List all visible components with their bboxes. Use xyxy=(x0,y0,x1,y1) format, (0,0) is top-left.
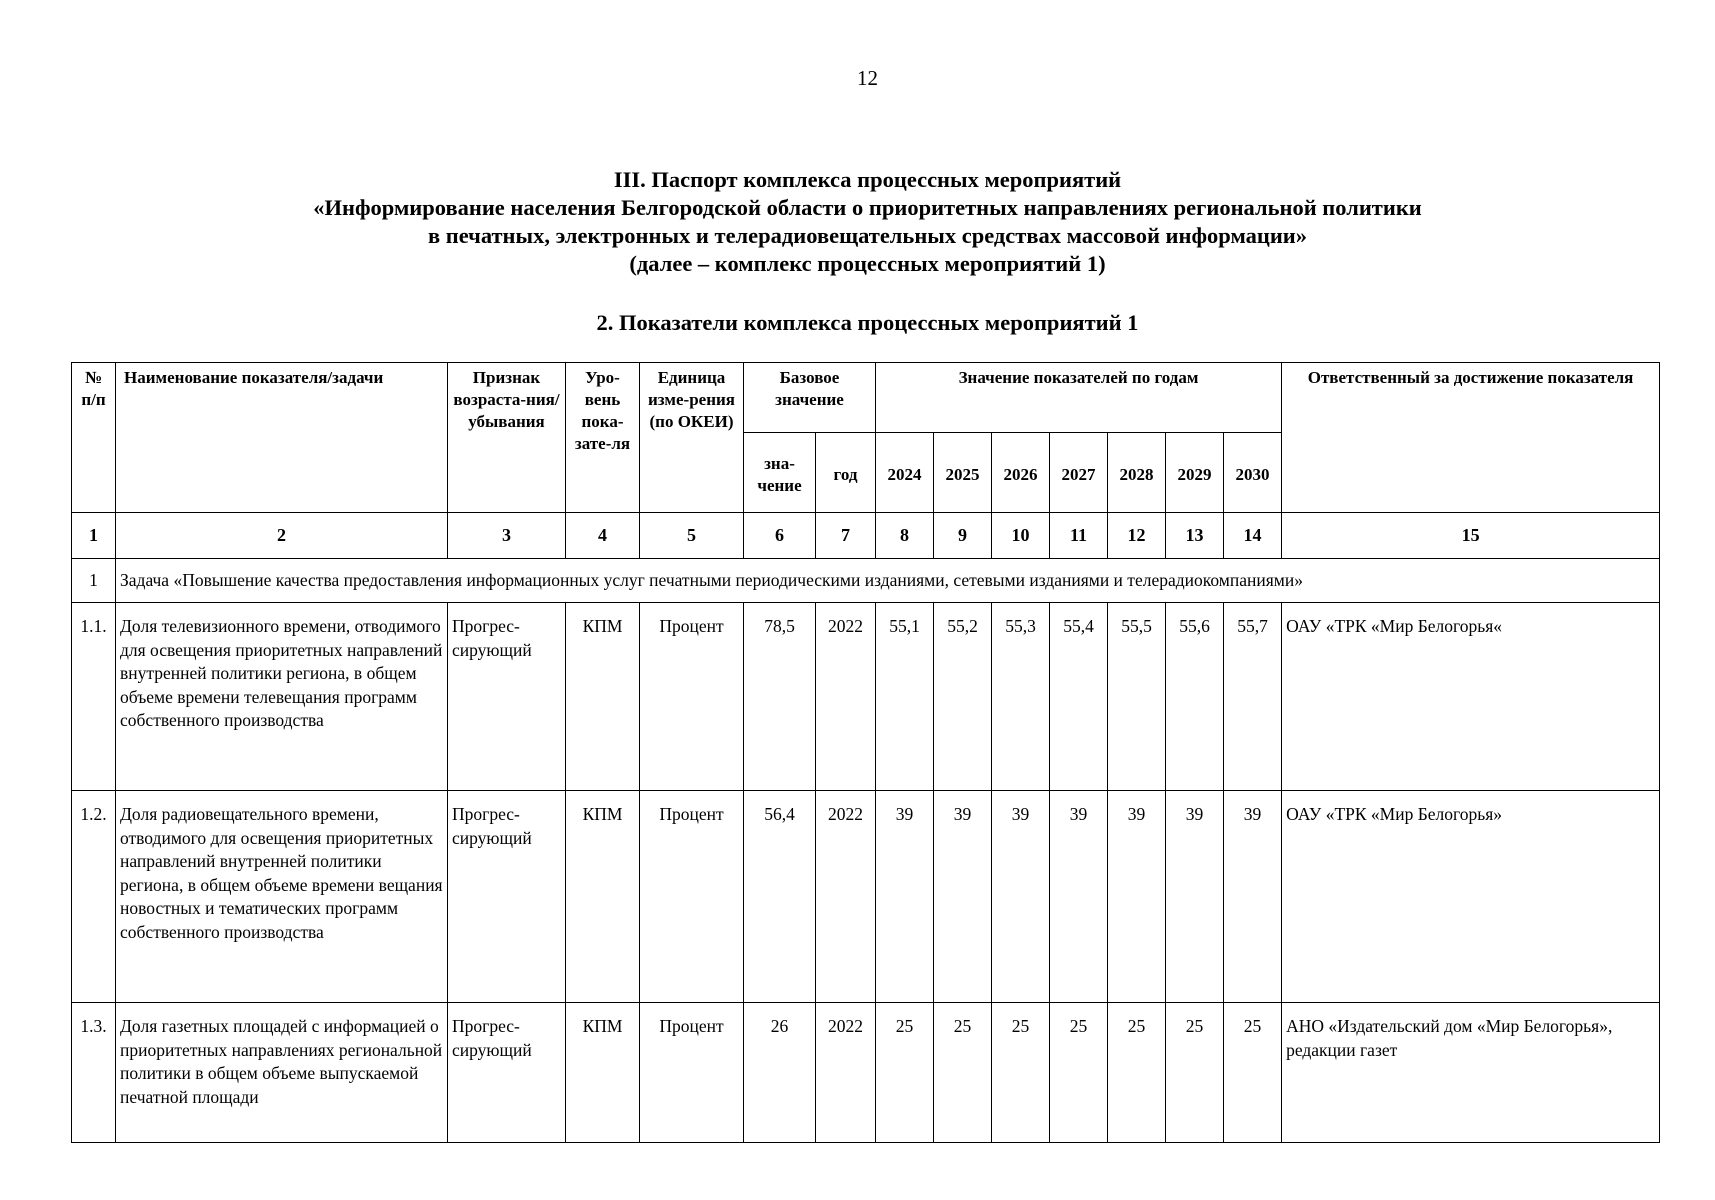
column-number: 11 xyxy=(1050,513,1108,559)
row-value-2024: 25 xyxy=(876,1003,934,1143)
title-line: «Информирование населения Белгородской области о приоритетных направлениях региональной политики xyxy=(313,195,1422,220)
column-numbers-row xyxy=(72,513,1660,559)
row-value-2026: 55,3 xyxy=(992,603,1050,791)
table-row xyxy=(72,603,1660,791)
row-trend: Прогрес-сирующий xyxy=(448,1003,566,1143)
column-number: 3 xyxy=(448,513,566,559)
page-number: 12 xyxy=(857,66,878,90)
row-base-year: 2022 xyxy=(816,791,876,1003)
row-value-2028: 25 xyxy=(1108,1003,1166,1143)
row-name: Доля телевизионного времени, отводимого для освещения приоритетных направлений внутренней политики региона, в общем объеме времени телевещания программ собственного производства xyxy=(116,603,448,791)
row-value-2030: 55,7 xyxy=(1224,603,1282,791)
column-number: 8 xyxy=(876,513,934,559)
row-base-value: 26 xyxy=(744,1003,816,1143)
table-row xyxy=(72,791,1660,1003)
row-value-2029: 25 xyxy=(1166,1003,1224,1143)
row-num: 1.3. xyxy=(72,1003,116,1143)
header-trend: Признак возраста-ния/ убывания xyxy=(448,363,566,513)
row-value-2027: 25 xyxy=(1050,1003,1108,1143)
row-value-2025: 25 xyxy=(934,1003,992,1143)
indicators-table xyxy=(71,362,1660,1143)
row-value-2027: 55,4 xyxy=(1050,603,1108,791)
title-line: III. Паспорт комплекса процессных мероприятий xyxy=(613,167,1122,192)
column-number: 5 xyxy=(640,513,744,559)
row-trend: Прогрес-сирующий xyxy=(448,791,566,1003)
task-row xyxy=(72,559,1660,603)
column-number: 7 xyxy=(816,513,876,559)
header-year: 2026 xyxy=(992,433,1050,513)
row-base-year: 2022 xyxy=(816,1003,876,1143)
row-value-2029: 55,6 xyxy=(1166,603,1224,791)
task-text: Задача «Повышение качества предоставления информационных услуг печатными периодическими изданиями, сетевыми изданиями и телерадиокомпаниями» xyxy=(116,559,1660,603)
row-value-2029: 39 xyxy=(1166,791,1224,1003)
header-name: Наименование показателя/задачи xyxy=(116,363,448,513)
document-title xyxy=(0,166,1715,278)
column-number: 2 xyxy=(116,513,448,559)
column-number: 1 xyxy=(72,513,116,559)
header-responsible: Ответственный за достижение показателя xyxy=(1282,363,1660,513)
header-year: 2025 xyxy=(934,433,992,513)
header-row xyxy=(72,363,1660,433)
row-responsible: ОАУ «ТРК «Мир Белогорья« xyxy=(1282,603,1660,791)
row-level: КПМ xyxy=(566,603,640,791)
header-base-value: зна-чение xyxy=(744,433,816,513)
row-value-2024: 55,1 xyxy=(876,603,934,791)
header-base-year: год xyxy=(816,433,876,513)
row-unit: Процент xyxy=(640,603,744,791)
row-responsible: АНО «Издательский дом «Мир Белогорья», редакции газет xyxy=(1282,1003,1660,1143)
title-line: в печатных, электронных и телерадиовещательных средствах массовой информации» xyxy=(427,223,1308,248)
row-value-2025: 39 xyxy=(934,791,992,1003)
header-year: 2027 xyxy=(1050,433,1108,513)
title-line: (далее – комплекс процессных мероприятий 1) xyxy=(629,251,1106,276)
column-number: 14 xyxy=(1224,513,1282,559)
header-base: Базовое значение xyxy=(744,363,876,433)
column-number: 10 xyxy=(992,513,1050,559)
row-value-2027: 39 xyxy=(1050,791,1108,1003)
row-level: КПМ xyxy=(566,791,640,1003)
row-value-2026: 39 xyxy=(992,791,1050,1003)
column-number: 4 xyxy=(566,513,640,559)
section-subtitle: 2. Показатели комплекса процессных мероприятий 1 xyxy=(596,310,1139,335)
row-num: 1.2. xyxy=(72,791,116,1003)
header-num: № п/п xyxy=(72,363,116,513)
row-responsible: ОАУ «ТРК «Мир Белогорья» xyxy=(1282,791,1660,1003)
header-year: 2024 xyxy=(876,433,934,513)
header-year: 2030 xyxy=(1224,433,1282,513)
row-name: Доля радиовещательного времени, отводимого для освещения приоритетных направлений внутренней политики региона, в общем объеме времени вещания новостных и тематических программ собственного производства xyxy=(116,791,448,1003)
header-year: 2028 xyxy=(1108,433,1166,513)
row-value-2026: 25 xyxy=(992,1003,1050,1143)
column-number: 12 xyxy=(1108,513,1166,559)
row-base-year: 2022 xyxy=(816,603,876,791)
row-base-value: 56,4 xyxy=(744,791,816,1003)
column-number: 13 xyxy=(1166,513,1224,559)
row-unit: Процент xyxy=(640,791,744,1003)
row-value-2028: 55,5 xyxy=(1108,603,1166,791)
header-level: Уро-вень пока-зате-ля xyxy=(566,363,640,513)
column-number: 6 xyxy=(744,513,816,559)
row-value-2024: 39 xyxy=(876,791,934,1003)
header-unit: Единица изме-рения (по ОКЕИ) xyxy=(640,363,744,513)
row-base-value: 78,5 xyxy=(744,603,816,791)
row-level: КПМ xyxy=(566,1003,640,1143)
row-unit: Процент xyxy=(640,1003,744,1143)
header-year: 2029 xyxy=(1166,433,1224,513)
row-name: Доля газетных площадей с информацией о приоритетных направлениях региональной политики в общем объеме выпускаемой печатной площади xyxy=(116,1003,448,1143)
column-number: 9 xyxy=(934,513,992,559)
row-value-2030: 39 xyxy=(1224,791,1282,1003)
row-value-2025: 55,2 xyxy=(934,603,992,791)
row-value-2030: 25 xyxy=(1224,1003,1282,1143)
column-number: 15 xyxy=(1282,513,1660,559)
row-trend: Прогрес-сирующий xyxy=(448,603,566,791)
row-value-2028: 39 xyxy=(1108,791,1166,1003)
table-row xyxy=(72,1003,1660,1143)
header-years-group: Значение показателей по годам xyxy=(876,363,1282,433)
task-num: 1 xyxy=(72,559,116,603)
row-num: 1.1. xyxy=(72,603,116,791)
